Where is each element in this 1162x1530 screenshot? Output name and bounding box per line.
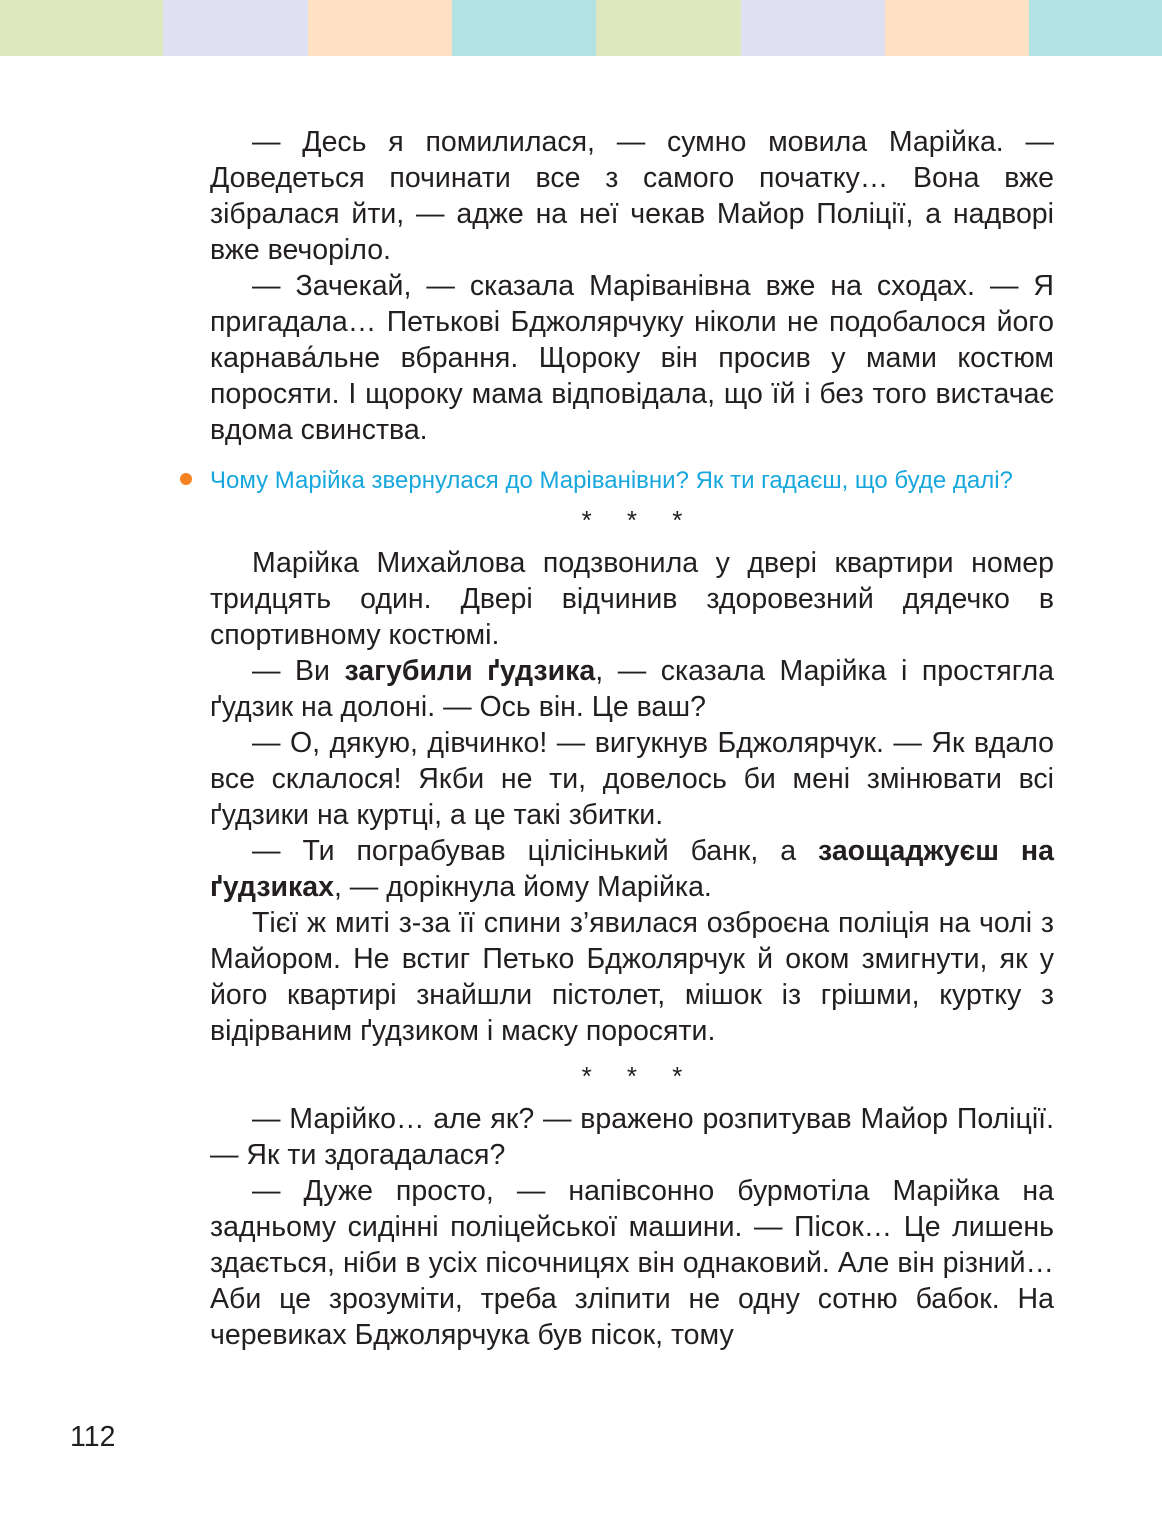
text-run: — Ти пограбував цілісінький банк, а [252, 835, 819, 867]
paragraph: — Дуже просто, — напівсонно бурмотіла Марійка на задньому сидінні поліцейської машини. — Пісок… Це лишень здається, ніби в усіх пісочницях він однаковий. Але він різний… Аби це зрозуміти, треба зліпити не одну сотню бабок. На черевиках Бджолярчука був пісок, тому [210, 1175, 1054, 1351]
stripe [741, 0, 885, 56]
paragraph [210, 833, 1054, 905]
stripe [308, 0, 452, 56]
section-separator: * * * [581, 505, 697, 535]
stripe [163, 0, 308, 56]
paragraph: — Марійко… але як? — вражено розпитував Майор Поліції. — Як ти здогадалася? [210, 1103, 1054, 1171]
section-separator: * * * [581, 1061, 697, 1091]
text-run: — Ви [252, 655, 345, 687]
paragraph: — Зачекай, — сказала Маріванівна вже на сходах. — Я пригадала… Петькові Бджолярчуку ніколи не подобалося його карнава́льне вбрання. Щороку він просив у мами костюм поросяти. І щороку мама відповідала, що їй і без того вистачає вдома свинства. [210, 270, 1054, 446]
story-text [210, 124, 1054, 1353]
text-run: , — дорікнула йому Марійка. [333, 871, 712, 903]
paragraph [210, 653, 1054, 725]
bold-phrase: заощаджуєш на ґудзиках [210, 835, 1054, 903]
paragraph: — О, дякую, дівчинко! — вигукнув Бджолярчук. — Як вдало все склалося! Якби не ти, довелось би мені змінювати всі ґудзики на куртці, а це такі збитки. [210, 727, 1054, 831]
paragraph: Марійка Михайлова подзвонила у двері квартири номер тридцять один. Двері відчинив здоровезний дядечко в спортивному костюмі. [210, 547, 1054, 651]
comprehension-question [210, 466, 1054, 495]
page-number: 112 [70, 1421, 116, 1453]
question-text: Чому Марійка звернулася до Маріванівни? Як ти гадаєш, що буде далі? [210, 467, 1013, 494]
stripe [1029, 0, 1162, 56]
top-color-stripes [0, 0, 1162, 56]
stripe [596, 0, 741, 56]
stripe [452, 0, 596, 56]
bold-phrase: загубили ґудзика [344, 655, 596, 687]
paragraph: Тієї ж миті з-за її спини з’явилася озброєна поліція на чолі з Майором. Не встиг Петько Бджолярчук й оком змигнути, як у його квартирі знайшли пістолет, мішок із грішми, куртку з відірваним ґудзиком і маску поросяти. [210, 907, 1054, 1047]
text-run: , — сказала Марійка і простягла ґудзик на долоні. — Ось він. Це ваш? [210, 655, 1054, 723]
stripe [0, 0, 163, 56]
bullet-icon [180, 473, 192, 485]
stripe [885, 0, 1029, 56]
paragraph: — Десь я помилилася, — сумно мовила Марійка. — Доведеться починати все з самого початку… Вона вже зібралася йти, — адже на неї чекав Майор Поліції, а надворі вже вечоріло. [210, 126, 1054, 266]
